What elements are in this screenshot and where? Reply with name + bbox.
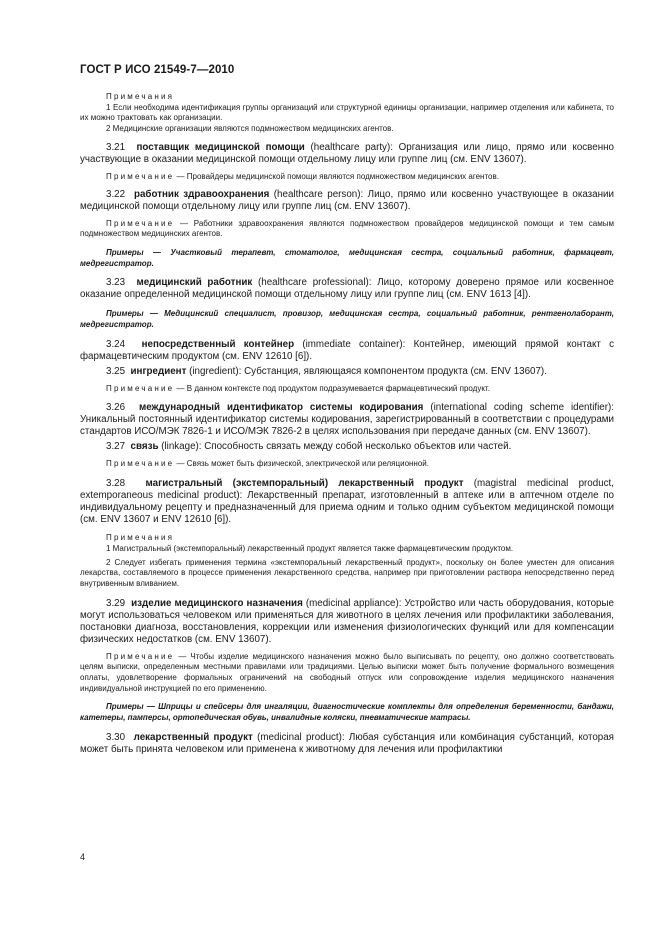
term-name: изделие медицинского назначения — [131, 597, 303, 609]
term-number: 3.30 — [106, 731, 126, 743]
term-definition — [80, 277, 614, 301]
term-text: (healthcare person): Лицо, прямо или косвенно участвующее в оказании медицинской помощи отдельному лицу или группе лиц (см. ENV 13607). — [80, 188, 614, 212]
term-name: ингредиент — [130, 365, 187, 377]
example-paragraph: Примеры — Медицинский специалист, провизор, медицинская сестра, социальный работник, рентгенолаборант, медрегистратор. — [80, 309, 614, 330]
term-definition — [80, 339, 614, 363]
term-definition — [80, 366, 614, 378]
note-paragraph — [80, 459, 614, 470]
term-text: (ingredient): Субстанция, являющаяся компонентом продукта (см. ENV 13607). — [186, 365, 547, 377]
note-text: — Провайдеры медицинской помощи являются подмножеством медицинских агентов. — [174, 171, 499, 181]
note-paragraph: 2 Следует избегать применения термина «экстемпоральный лекарственный продукт», поскольку он более уместен для описания лекарства, составляемого в процессе применения лекарственного средства, например при приготовлении раствора непосредственно перед внутривенным вливанием. — [80, 557, 614, 588]
term-definition — [80, 732, 614, 756]
note-label: Примечание — [106, 171, 175, 181]
example-paragraph: Примеры — Шприцы и спейсеры для ингаляции, диагностические комплекты для определения беременности, бандажи, катетеры, памперсы, ортопедическая обувь, инвалидные коляски, пневматические матрасы. — [80, 702, 614, 723]
term-number: 3.22 — [106, 188, 126, 200]
notes-label: Примечания — [106, 533, 175, 543]
note-paragraph — [80, 384, 614, 395]
term-text: (healthcare professional): Лицо, которому доверено прямое или косвенное оказание определенной медицинской помощи отдельному лицу или группе лиц (см. ENV 1613 [4]). — [80, 277, 614, 301]
term-number: 3.29 — [106, 597, 126, 609]
term-name: поставщик медицинской помощи — [136, 141, 305, 153]
term-definition — [80, 598, 614, 646]
page-number: 4 — [80, 852, 86, 862]
note-paragraph — [80, 219, 614, 240]
term-number: 3.21 — [106, 141, 126, 153]
term-name: связь — [130, 441, 159, 453]
example-paragraph: Примеры — Участковый терапевт, стоматолог, медицинская сестра, социальный работник, фармацевт, медрегистратор. — [80, 247, 614, 268]
note-text: — Работники здравоохранения являются подмножеством провайдеров медицинской помощи и тем самым подмножеством медицинских агентов. — [80, 218, 614, 239]
term-definition — [80, 402, 614, 438]
notes-label: Примечания — [106, 92, 175, 101]
note-label: Примечание — [106, 383, 175, 393]
note-paragraph: 1 Магистральный (экстемпоральный) лекарственный продукт является также фармацевтическим продуктом. — [106, 543, 514, 553]
term-text: (immediate container): Контейнер, имеющий прямой контакт с фармацевтическим продуктом (см. ENV 12610 [6]). — [80, 338, 614, 362]
note-paragraph — [80, 172, 614, 183]
term-definition — [80, 142, 614, 166]
term-number: 3.28 — [106, 478, 126, 490]
term-definition — [80, 189, 614, 213]
note-text: — В данном контексте под продуктом подразумевается фармацевтический продукт. — [174, 383, 490, 393]
term-name: работник здравоохранения — [133, 188, 270, 200]
note-paragraph: 1 Если необходима идентификация группы организаций или структурной единицы организации, например отделения или кабинета, то их можно трактовать как организации. — [80, 102, 614, 123]
term-name: международный идентификатор системы кодирования — [138, 402, 424, 414]
term-name: непосредственный контейнер — [141, 338, 295, 350]
term-text: (linkage): Способность связать между собой несколько объектов или частей. — [158, 441, 512, 453]
term-name: лекарственный продукт — [133, 731, 253, 743]
term-text: (healthcare party): Организация или лицо, прямо или косвенно участвующие в оказании медицинской помощи отдельному лицу или группе лиц (см. ENV 13607). — [80, 141, 614, 165]
term-name: магистральный (экстемпоральный) лекарственный продукт — [145, 478, 464, 490]
term-number: 3.24 — [106, 338, 126, 350]
document-header: ГОСТ Р ИСО 21549-7—2010 — [80, 64, 235, 76]
term-number: 3.23 — [106, 277, 126, 289]
term-definition — [80, 441, 614, 453]
term-number: 3.26 — [106, 402, 126, 414]
term-name: медицинский работник — [136, 277, 253, 289]
note-paragraph — [80, 652, 614, 695]
term-text: (medicinal appliance): Устройство или часть оборудования, которые могут использоваться человеком или применяться для животного в целях лечения или профилактики заболевания, постановки диагноза, восстановления, коррекции или изменения физиологических функций или для компенсации физических недостатков (см. ENV 13607). — [80, 597, 614, 645]
note-label: Примечание — [106, 218, 175, 228]
term-text: (medicinal product): Любая субстанция или комбинация субстанций, которая может быть принята человеком или применена к животному для лечения или профилактики — [80, 731, 614, 755]
note-paragraph: 2 Медицинские организации являются подмножеством медицинских агентов. — [106, 124, 394, 134]
term-definition — [80, 478, 614, 526]
term-number: 3.25 — [106, 365, 126, 377]
term-number: 3.27 — [106, 441, 126, 453]
document-body — [80, 92, 614, 756]
term-text: (international coding scheme identifier): Уникальный постоянный идентификатор системы кодирования, зарегистрированный в соответствии с процедурами стандартов ИСО/МЭК 7826-1 и ИСО/МЭК 7826-2 в целях использования при передаче данных (см. ENV 13607). — [80, 402, 614, 438]
note-text: — Связь может быть физической, электрической или реляционной. — [174, 459, 429, 469]
note-label: Примечание — [106, 459, 175, 469]
note-text: — Чтобы изделие медицинского назначения можно было выписывать по рецепту, оно должно соответствовать целям выписки, определенным местными правилами или традициями. Целью выписки может быть получение формального возмещения оплаты, удовлетворение формальных ограничений на свободный отпуск или сопровождение изделия медицинского назначения индивидуальной инструкцией по его применению. — [80, 651, 614, 693]
term-text: (magistral medicinal product, extemporaneous medicinal product): Лекарственный препарат, изготовленный в аптеке или в аптечном отделе по индивидуальному рецепту и предназначенный для приема одним и только одним субъектом медицинской помощи (см. ENV 13607 и ENV 12610 [6]). — [80, 478, 614, 526]
note-label: Примечание — [106, 651, 175, 661]
